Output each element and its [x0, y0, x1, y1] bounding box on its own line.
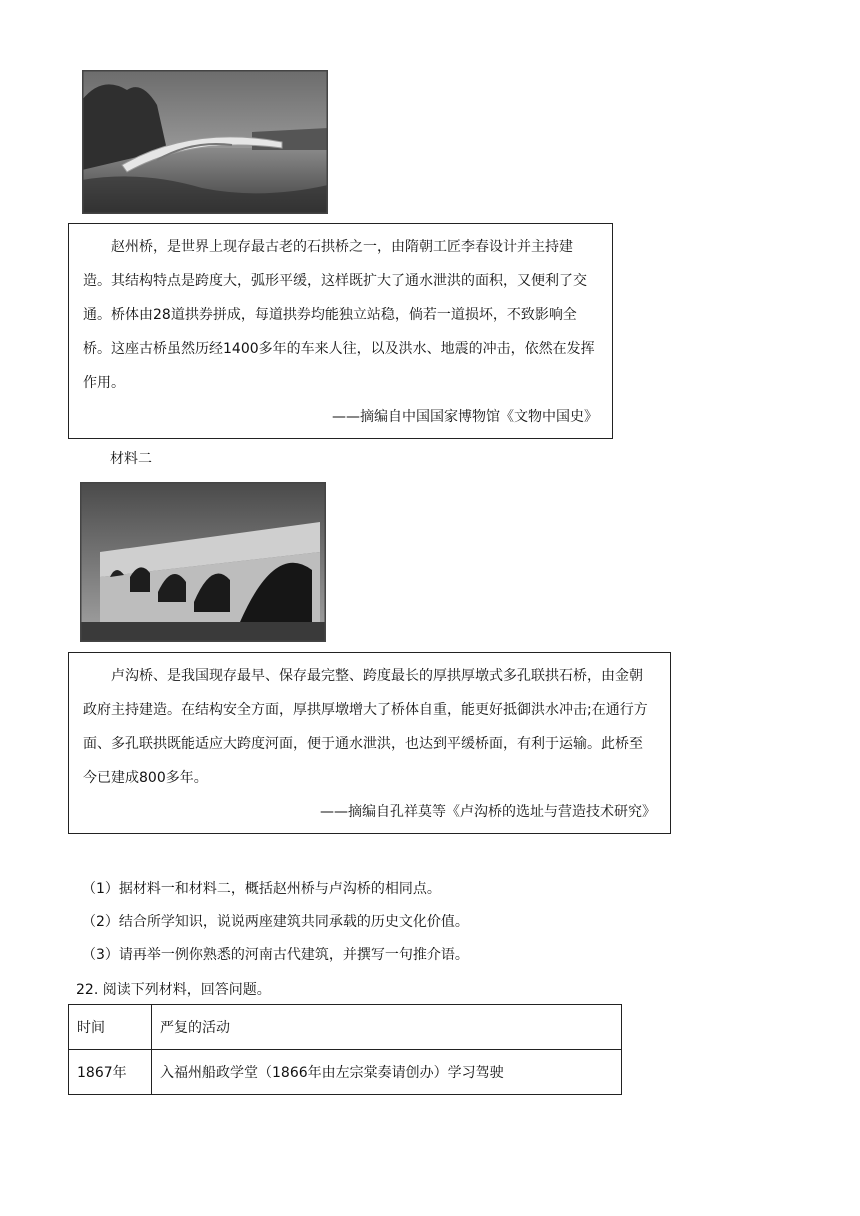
lugou-bridge-photo	[80, 482, 326, 642]
row-activity: 入福州船政学堂（1866年由左宗棠奏请创办）学习驾驶	[152, 1050, 622, 1095]
material2-source: ——摘编自孔祥莫等《卢沟桥的选址与营造技术研究》	[320, 804, 656, 820]
material2-text: 卢沟桥、是我国现存最早、保存最完整、跨度最长的厚拱厚墩式多孔联拱石桥，由金朝政府主持建造。在结构安全方面，厚拱厚墩增大了桥体自重，能更好抵御洪水冲击;在通行方面、多孔联拱既能适应大跨度河面，便于通水泄洪，也达到平缓桥面，有利于运输。此桥至今已建成800多年。	[83, 668, 648, 786]
material2-heading: 材料二	[110, 451, 152, 467]
header-time: 时间	[69, 1005, 152, 1050]
table-row	[69, 1050, 622, 1095]
material1-text: 赵州桥，是世界上现存最古老的石拱桥之一，由隋朝工匠李春设计并主持建造。其结构特点是跨度大，弧形平缓，这样既扩大了通水泄洪的面积，又便利了交通。桥体由28道拱券拼成，每道拱券均能独立站稳，倘若一道损坏，不致影响全桥。这座古桥虽然历经1400多年的车来人往，以及洪水、地震的冲击，依然在发挥作用。	[83, 239, 595, 391]
question-2: （2）结合所学知识，说说两座建筑共同承载的历史文化价值。	[82, 914, 469, 930]
question-1: （1）据材料一和材料二，概括赵州桥与卢沟桥的相同点。	[82, 881, 441, 897]
material1-source: ——摘编自中国国家博物馆《文物中国史》	[332, 409, 598, 425]
row-time: 1867年	[69, 1050, 152, 1095]
yanfu-activity-table	[68, 1004, 622, 1095]
header-activity: 严复的活动	[152, 1005, 622, 1050]
table-header-row	[69, 1005, 622, 1050]
material2-box	[68, 652, 671, 834]
material1-box	[68, 223, 613, 439]
question-22-title: 22. 阅读下列材料，回答问题。	[76, 982, 271, 998]
zhaozhou-bridge-photo	[82, 70, 328, 214]
question-3: （3）请再举一例你熟悉的河南古代建筑，并撰写一句推介语。	[82, 947, 469, 963]
